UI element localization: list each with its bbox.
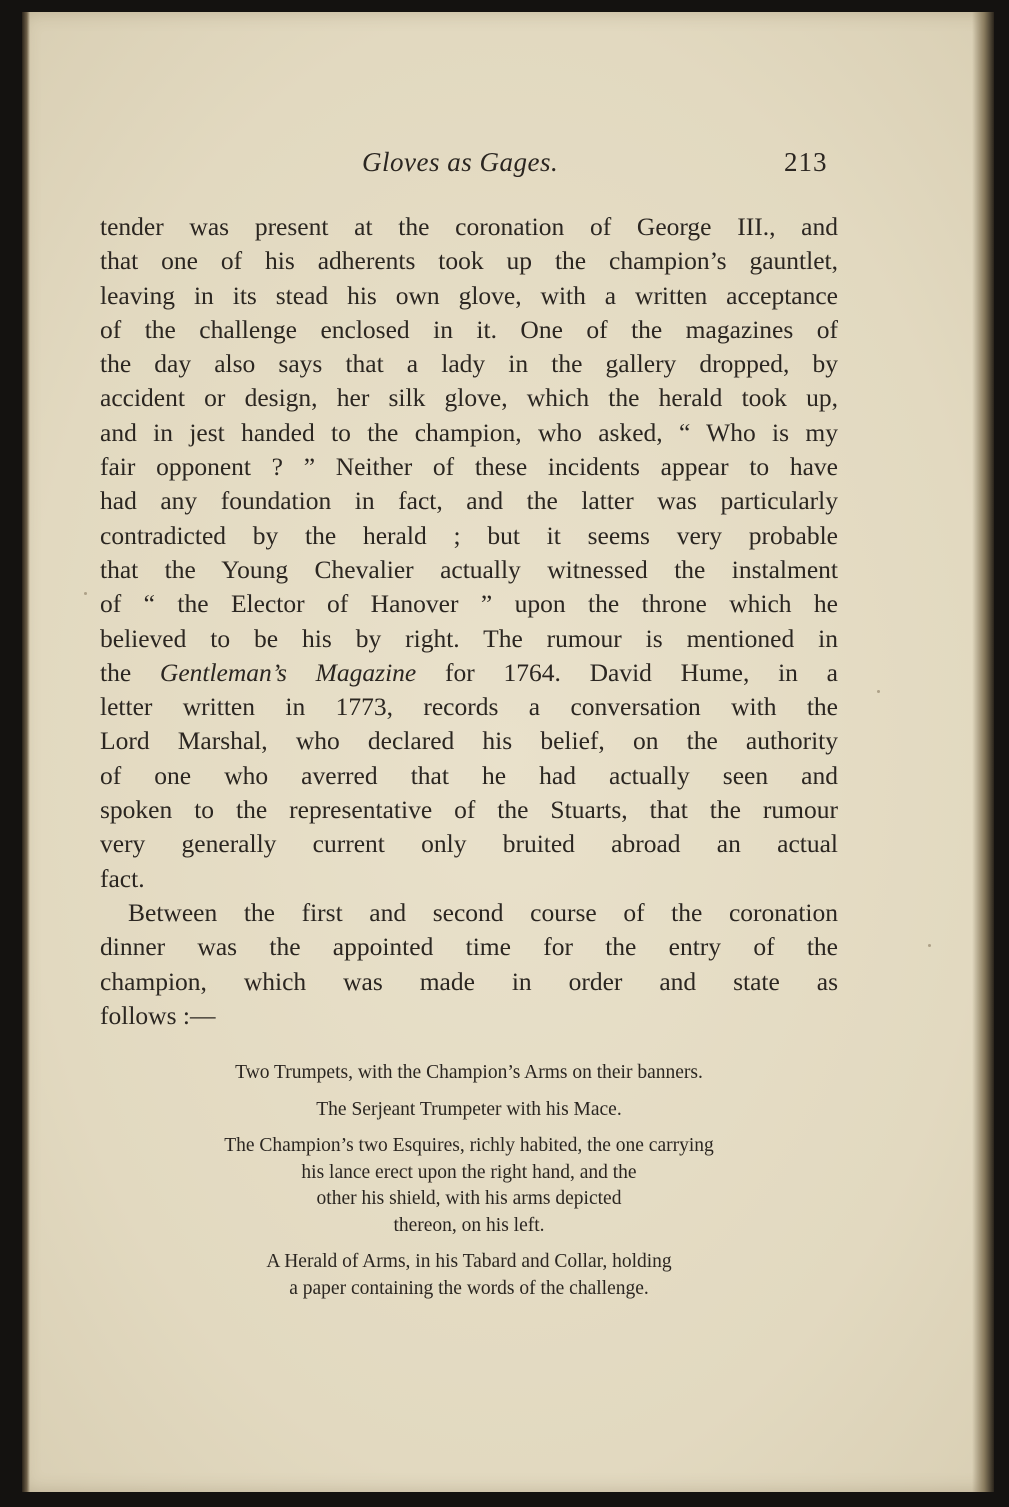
procession-item <box>100 1249 838 1302</box>
text-line: of “ the Elector of Hanover ” upon the throne which he <box>100 589 838 619</box>
text-line: that one of his adherents took up the champion’s gauntlet, <box>100 246 838 276</box>
page-right-edge <box>972 12 994 1492</box>
paper-speck <box>928 944 931 947</box>
page-left-edge <box>22 12 30 1492</box>
procession-item <box>100 1097 838 1124</box>
procession-line: The Champion’s two Esquires, richly habited, the one carrying <box>224 1135 714 1156</box>
text-line-with-italic: the Gentleman’s Magazine for 1764. David Hume, in a <box>100 657 838 687</box>
text-line: spoken to the representative of the Stuarts, that the rumour <box>100 795 838 825</box>
text-line: follows :— <box>100 1000 216 1030</box>
procession-line: The Serjeant Trumpeter with his Mace. <box>316 1098 622 1120</box>
text-line: contradicted by the herald ; but it seems very probable <box>100 520 838 550</box>
paper-speck <box>84 592 87 595</box>
running-head-title: Gloves as Gages. <box>362 147 559 177</box>
procession-line: thereon, on his left. <box>393 1214 545 1236</box>
text-line: tender was present at the coronation of George III., and <box>100 212 838 241</box>
text-line: of the challenge enclosed in it. One of the magazines of <box>100 314 838 344</box>
text-line: letter written in 1773, records a conversation with the <box>100 692 838 722</box>
book-page <box>22 12 994 1492</box>
procession-list <box>100 1060 838 1312</box>
text-line: had any foundation in fact, and the latter was particularly <box>100 486 838 516</box>
text-line: and in jest handed to the champion, who asked, “ Who is my <box>100 417 838 447</box>
text-line: the day also says that a lady in the gallery dropped, by <box>100 349 838 379</box>
page-number: 213 <box>784 147 828 177</box>
procession-line: A Herald of Arms, in his Tabard and Collar, holding <box>266 1251 672 1272</box>
text-line: champion, which was made in order and state as <box>100 966 838 996</box>
procession-line: his lance erect upon the right hand, and the <box>301 1161 637 1183</box>
procession-item <box>100 1060 838 1087</box>
procession-item <box>100 1133 838 1239</box>
text-line: fact. <box>100 863 145 893</box>
procession-line: other his shield, with his arms depicted <box>316 1188 622 1209</box>
text-line: of one who averred that he had actually seen and <box>100 760 838 790</box>
text-line: accident or design, her silk glove, which the herald took up, <box>100 383 838 413</box>
text-line: very generally current only bruited abroad an actual <box>100 829 838 859</box>
body-text <box>100 210 838 1033</box>
text-line: leaving in its stead his own glove, with a written acceptance <box>100 280 838 310</box>
text-line: that the Young Chevalier actually witnessed the instalment <box>100 554 838 584</box>
magazine-title: Gentleman’s Magazine <box>159 657 417 687</box>
procession-line: Two Trumpets, with the Champion’s Arms on their banners. <box>235 1062 703 1083</box>
text-line: believed to be his by right. The rumour is mentioned in <box>100 623 838 653</box>
paragraph-start-line: Between the first and second course of the coronation <box>128 897 838 927</box>
text-line: dinner was the appointed time for the entry of the <box>100 932 838 962</box>
procession-line: a paper containing the words of the challenge. <box>289 1277 649 1299</box>
running-head <box>22 147 994 187</box>
text-line: fair opponent ? ” Neither of these incidents appear to have <box>100 452 838 482</box>
paper-speck <box>877 690 880 693</box>
text-line: Lord Marshal, who declared his belief, on the authority <box>100 726 838 756</box>
